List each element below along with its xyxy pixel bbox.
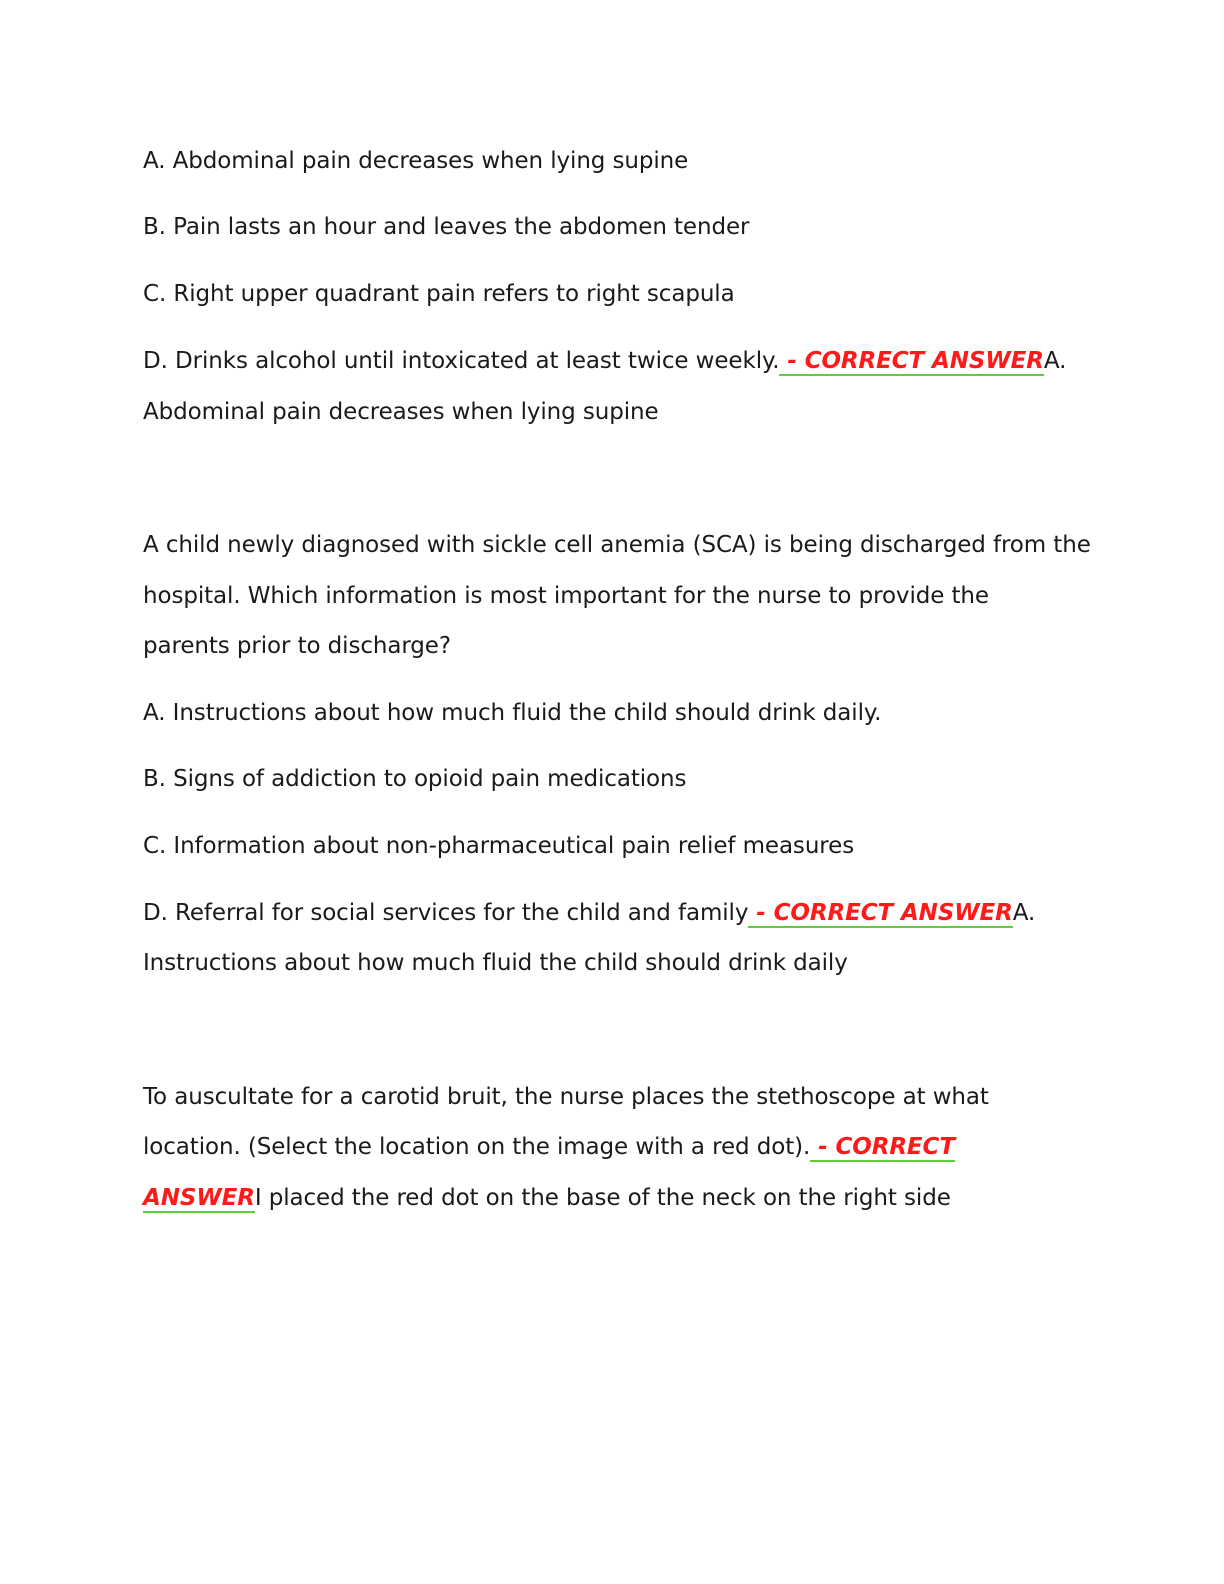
q2-answer-start: A. [1012, 900, 1036, 926]
q3-stem-text: location. (Select the location on the image with a red dot). [143, 1134, 811, 1160]
q2-stem-line-3: parents prior to discharge? [143, 633, 451, 659]
q2-option-c: C. Information about non-pharmaceutical pain relief measures [143, 833, 855, 859]
q1-answer-text: Abdominal pain decreases when lying supine [143, 399, 659, 425]
q3-stem-line-2 [143, 1132, 955, 1162]
q3-stem-line-1: To auscultate for a carotid bruit, the nurse places the stethoscope at what [143, 1084, 989, 1110]
q2-option-d-line [143, 898, 1035, 928]
q3-correct-marker-part-1: - CORRECT [810, 1134, 955, 1160]
q2-option-a: A. Instructions about how much fluid the child should drink daily. [143, 700, 882, 726]
q1-option-b: B. Pain lasts an hour and leaves the abdomen tender [143, 214, 750, 240]
q3-answer-text: I placed the red dot on the base of the neck on the right side [254, 1185, 951, 1211]
q1-correct-answer-marker: - CORRECT ANSWER [779, 348, 1044, 374]
q3-answer-line [143, 1183, 951, 1213]
q2-option-b: B. Signs of addiction to opioid pain medications [143, 766, 687, 792]
q2-answer-text: Instructions about how much fluid the child should drink daily [143, 950, 848, 976]
q1-answer-start: A. [1043, 348, 1067, 374]
q2-correct-answer-marker: - CORRECT ANSWER [748, 900, 1013, 926]
q2-stem-line-1: A child newly diagnosed with sickle cell anemia (SCA) is being discharged from the [143, 532, 1091, 558]
q1-option-c: C. Right upper quadrant pain refers to right scapula [143, 281, 735, 307]
q1-option-a: A. Abdominal pain decreases when lying supine [143, 148, 689, 174]
q1-option-d-line [143, 346, 1066, 376]
q2-option-d: D. Referral for social services for the child and family [143, 900, 749, 926]
q2-stem-line-2: hospital. Which information is most important for the nurse to provide the [143, 583, 989, 609]
q3-correct-marker-part-2: ANSWER [143, 1185, 255, 1211]
q1-option-d: D. Drinks alcohol until intoxicated at least twice weekly. [143, 348, 780, 374]
